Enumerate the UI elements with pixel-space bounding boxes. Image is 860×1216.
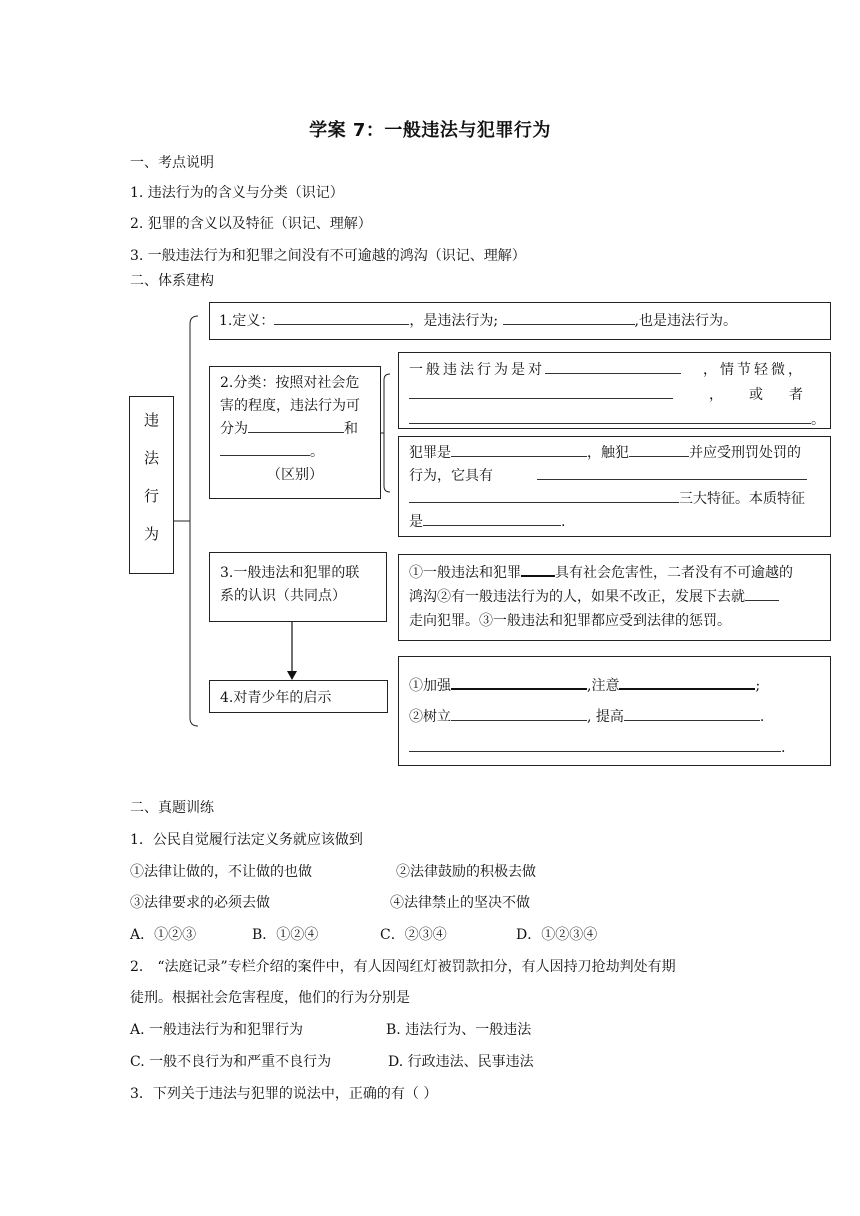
q1-option-b: B．①②④	[252, 927, 319, 943]
blank-general-1	[545, 359, 681, 374]
q2-stem-line1: 2． “法庭记录”专栏介绍的案件中，有人因闯红灯被罚款扣分，有人因持刀抢劫判处有期	[130, 959, 676, 975]
q1-option-d: D．①②③④	[516, 927, 598, 943]
blank-crime-3	[537, 465, 807, 480]
q1-stem: 1．公民自觉履行法定义务就应该做到	[130, 832, 363, 848]
general-violation-text-4: 。	[811, 412, 825, 428]
inspiration-detail-box	[398, 656, 831, 766]
connection-detail-text-4: 走向犯罪。③一般违法和犯罪都应受到法律的惩罚。	[409, 613, 731, 629]
blank-crime-1	[451, 442, 587, 457]
blank-inspiration-5	[409, 737, 781, 752]
crime-text-2: ，触犯	[587, 445, 629, 461]
crime-text-5: 三大特征。本质特征	[679, 491, 805, 507]
section3-heading: 二、真题训练	[130, 800, 214, 816]
blank-general-3	[409, 409, 811, 424]
root-box-violation	[129, 396, 174, 574]
root-char-3: 行	[143, 487, 159, 505]
q1-option-c: C．②③④	[380, 927, 447, 943]
definition-box	[209, 302, 831, 340]
blank-general-2	[409, 384, 673, 399]
q1-statement-2: ②法律鼓励的积极去做	[396, 864, 536, 880]
blank-definition-1	[274, 310, 409, 325]
point-2: 2. 犯罪的含义以及特征（识记、理解）	[130, 216, 372, 232]
inspiration-text-3: ;	[755, 678, 761, 694]
inspiration-text-2: ,注意	[587, 678, 620, 694]
general-violation-text-2: ，情节轻微，	[703, 362, 805, 378]
crime-text-4: 行为，它具有	[409, 468, 493, 484]
section2-heading: 二、体系建构	[130, 273, 214, 289]
connection-box	[209, 552, 387, 622]
crime-text-6: 是	[409, 514, 423, 530]
crime-text-7: .	[561, 514, 566, 530]
root-char-2: 法	[143, 449, 159, 467]
definition-label: 1.定义：	[219, 313, 275, 329]
page-title: 学案 7：一般违法与犯罪行为	[309, 120, 551, 141]
inspiration-text-4: ②树立	[409, 709, 451, 725]
classification-line4: 。	[310, 444, 324, 460]
general-violation-text-1: 一般违法行为是对	[409, 362, 545, 378]
root-char-4: 为	[143, 525, 159, 543]
classification-line1: 2.分类：按照对社会危	[220, 375, 360, 391]
point-3: 3. 一般违法行为和犯罪之间没有不可逾越的鸿沟（识记、理解）	[130, 248, 526, 264]
connection-detail-box	[398, 554, 831, 641]
blank-connection-2	[745, 586, 779, 601]
blank-inspiration-4	[624, 706, 760, 721]
crime-box	[398, 436, 831, 537]
blank-definition-2	[503, 310, 635, 325]
q1-statement-1: ①法律让做的，不让做的也做	[130, 864, 312, 880]
point-1: 1. 违法行为的含义与分类（识记）	[130, 185, 344, 201]
q2-option-a: A. 一般违法行为和犯罪行为	[130, 1022, 304, 1038]
inspiration-text-1: ①加强	[409, 678, 451, 694]
classification-line3a: 分为	[220, 421, 248, 437]
blank-inspiration-3	[451, 706, 587, 721]
connection-detail-text-1: ①一般违法和犯罪	[409, 565, 521, 581]
crime-text-1: 犯罪是	[409, 445, 451, 461]
q2-stem-line2: 徒刑。根据社会危害程度，他们的行为分别是	[130, 990, 410, 1006]
blank-classification-1	[248, 418, 344, 433]
q1-statement-4: ④法律禁止的坚决不做	[390, 895, 530, 911]
blank-inspiration-2	[619, 674, 755, 690]
classification-box	[209, 366, 381, 499]
blank-classification-2	[220, 441, 310, 456]
blank-crime-2	[629, 442, 689, 457]
inspiration-text-7: .	[781, 740, 786, 756]
blank-inspiration-1	[451, 674, 587, 690]
q2-option-d: D. 行政违法、民事违法	[388, 1054, 534, 1070]
blank-connection-1	[521, 561, 555, 577]
crime-text-3: 并应受刑罚处罚的	[689, 445, 801, 461]
definition-text-3: ,也是违法行为。	[634, 313, 737, 329]
blank-crime-5	[423, 511, 561, 526]
q2-option-c: C. 一般不良行为和严重不良行为	[130, 1054, 332, 1070]
blank-crime-4	[409, 488, 679, 503]
classification-line5: （区别）	[267, 467, 323, 483]
general-violation-box	[398, 352, 831, 429]
q3-stem: 3．下列关于违法与犯罪的说法中，正确的有（ ）	[130, 1086, 438, 1102]
section1-heading: 一、考点说明	[130, 155, 214, 171]
classification-line3b: 和	[344, 421, 358, 437]
definition-text-2: ，是违法行为;	[409, 313, 499, 329]
general-violation-text-3: ，或者	[709, 387, 829, 403]
connection-line2: 系的认识（共同点）	[220, 588, 346, 604]
connection-detail-text-2: 具有社会危害性，二者没有不可逾越的	[555, 565, 793, 581]
q1-statement-3: ③法律要求的必须去做	[130, 895, 270, 911]
inspiration-text-6: .	[759, 709, 765, 725]
q2-option-b: B. 违法行为、一般违法	[386, 1022, 532, 1038]
inspiration-text-5: , 提高	[587, 709, 624, 725]
inspiration-label: 4.对青少年的启示	[220, 690, 332, 706]
connection-detail-text-3: 鸿沟②有一般违法行为的人，如果不改正，发展下去就	[409, 589, 745, 605]
classification-line2: 害的程度，违法行为可	[220, 398, 360, 414]
q1-option-a: A．①②③	[130, 927, 197, 943]
root-char-1: 违	[143, 411, 159, 429]
inspiration-box	[209, 680, 388, 713]
connection-line1: 3.一般违法和犯罪的联	[220, 565, 360, 581]
